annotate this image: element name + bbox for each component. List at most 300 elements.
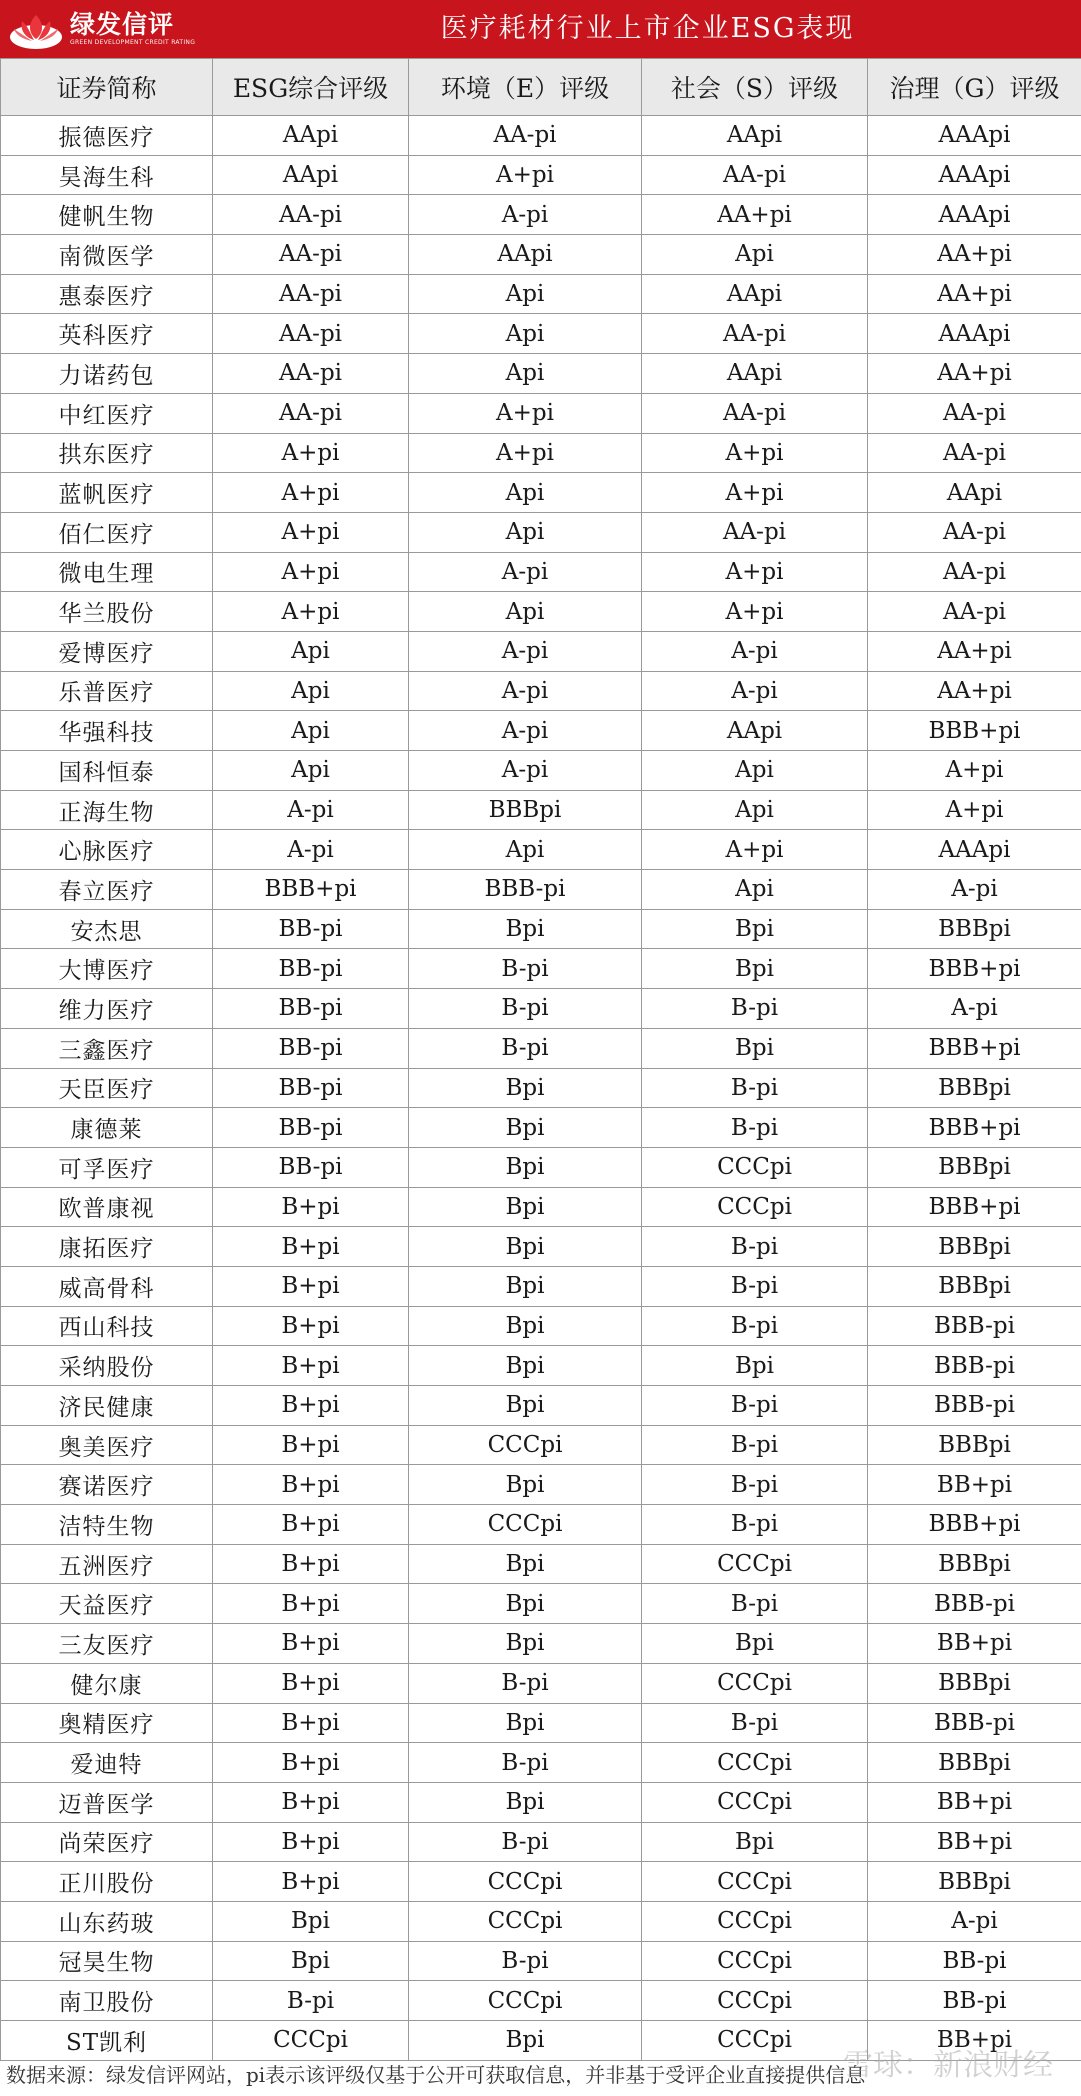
s-rating-cell: Api: [642, 751, 868, 791]
table-row: [1, 1901, 1081, 1941]
table-row: [1, 909, 1081, 949]
esg-rating-cell: Api: [213, 631, 409, 671]
security-name-cell: 山东药玻: [1, 1901, 213, 1941]
column-esg-rating: ESG综合评级: [213, 59, 409, 116]
s-rating-cell: B-pi: [642, 1584, 868, 1624]
table-row: [1, 1147, 1081, 1187]
esg-rating-cell: BBB+pi: [213, 870, 409, 910]
e-rating-cell: Api: [409, 592, 642, 632]
security-name-cell: 国科恒泰: [1, 751, 213, 791]
table-row: [1, 274, 1081, 314]
g-rating-cell: AA-pi: [868, 433, 1081, 473]
s-rating-cell: Bpi: [642, 909, 868, 949]
s-rating-cell: AApi: [642, 116, 868, 156]
g-rating-cell: BBB+pi: [868, 1505, 1081, 1545]
g-rating-cell: BBB+pi: [868, 949, 1081, 989]
e-rating-cell: B-pi: [409, 1028, 642, 1068]
s-rating-cell: Bpi: [642, 1624, 868, 1664]
e-rating-cell: Api: [409, 274, 642, 314]
esg-rating-cell: Api: [213, 671, 409, 711]
esg-rating-cell: B+pi: [213, 1346, 409, 1386]
s-rating-cell: CCCpi: [642, 1981, 868, 2021]
security-name-cell: 力诺药包: [1, 354, 213, 394]
esg-rating-cell: B+pi: [213, 1425, 409, 1465]
s-rating-cell: B-pi: [642, 1306, 868, 1346]
table-row: [1, 1306, 1081, 1346]
g-rating-cell: AAApi: [868, 830, 1081, 870]
esg-rating-cell: B+pi: [213, 1743, 409, 1783]
table-row: [1, 1584, 1081, 1624]
table-row: [1, 1981, 1081, 2021]
table-row: [1, 1346, 1081, 1386]
s-rating-cell: Bpi: [642, 1028, 868, 1068]
g-rating-cell: A-pi: [868, 1901, 1081, 1941]
g-rating-cell: BBB+pi: [868, 1028, 1081, 1068]
security-name-cell: 华强科技: [1, 711, 213, 751]
e-rating-cell: B-pi: [409, 1822, 642, 1862]
table-row: [1, 1108, 1081, 1148]
security-name-cell: 威高骨科: [1, 1266, 213, 1306]
g-rating-cell: AA-pi: [868, 552, 1081, 592]
security-name-cell: 康拓医疗: [1, 1227, 213, 1267]
esg-rating-cell: AA-pi: [213, 354, 409, 394]
table-row: [1, 393, 1081, 433]
esg-rating-cell: B+pi: [213, 1624, 409, 1664]
security-name-cell: 冠昊生物: [1, 1941, 213, 1981]
s-rating-cell: B-pi: [642, 1703, 868, 1743]
table-row: [1, 1028, 1081, 1068]
g-rating-cell: A+pi: [868, 790, 1081, 830]
logo-name: 绿发信评: [70, 10, 175, 39]
table-row: [1, 1187, 1081, 1227]
table-row: [1, 751, 1081, 791]
security-name-cell: 英科医疗: [1, 314, 213, 354]
s-rating-cell: CCCpi: [642, 2021, 868, 2061]
e-rating-cell: Bpi: [409, 909, 642, 949]
g-rating-cell: AA-pi: [868, 592, 1081, 632]
esg-rating-cell: B+pi: [213, 1822, 409, 1862]
s-rating-cell: AA-pi: [642, 155, 868, 195]
column-e-rating: 环境（E）评级: [409, 59, 642, 116]
security-name-cell: 大博医疗: [1, 949, 213, 989]
g-rating-cell: BBB-pi: [868, 1346, 1081, 1386]
g-rating-cell: BBBpi: [868, 1227, 1081, 1267]
esg-rating-cell: B+pi: [213, 1306, 409, 1346]
g-rating-cell: BBBpi: [868, 1544, 1081, 1584]
esg-rating-cell: B+pi: [213, 1584, 409, 1624]
table-row: [1, 1862, 1081, 1902]
esg-rating-cell: AA-pi: [213, 274, 409, 314]
e-rating-cell: Bpi: [409, 1703, 642, 1743]
s-rating-cell: A-pi: [642, 671, 868, 711]
e-rating-cell: Bpi: [409, 1386, 642, 1426]
security-name-cell: 惠泰医疗: [1, 274, 213, 314]
s-rating-cell: CCCpi: [642, 1901, 868, 1941]
e-rating-cell: Bpi: [409, 1227, 642, 1267]
table-row: [1, 1505, 1081, 1545]
e-rating-cell: CCCpi: [409, 1981, 642, 2021]
g-rating-cell: AA+pi: [868, 631, 1081, 671]
g-rating-cell: A-pi: [868, 989, 1081, 1029]
e-rating-cell: A+pi: [409, 155, 642, 195]
table-row: [1, 1544, 1081, 1584]
e-rating-cell: Bpi: [409, 1782, 642, 1822]
e-rating-cell: Bpi: [409, 1266, 642, 1306]
watermark: 雪球：新浪财经: [843, 2048, 1053, 2083]
g-rating-cell: AA-pi: [868, 393, 1081, 433]
e-rating-cell: Bpi: [409, 1465, 642, 1505]
table-row: [1, 1425, 1081, 1465]
g-rating-cell: BB-pi: [868, 1981, 1081, 2021]
g-rating-cell: AAApi: [868, 116, 1081, 156]
e-rating-cell: Api: [409, 830, 642, 870]
s-rating-cell: Api: [642, 870, 868, 910]
security-name-cell: 西山科技: [1, 1306, 213, 1346]
s-rating-cell: AApi: [642, 274, 868, 314]
security-name-cell: 南卫股份: [1, 1981, 213, 2021]
g-rating-cell: AAApi: [868, 155, 1081, 195]
s-rating-cell: A+pi: [642, 473, 868, 513]
e-rating-cell: B-pi: [409, 1663, 642, 1703]
e-rating-cell: B-pi: [409, 1743, 642, 1783]
g-rating-cell: BB+pi: [868, 1822, 1081, 1862]
security-name-cell: 正海生物: [1, 790, 213, 830]
e-rating-cell: Bpi: [409, 1584, 642, 1624]
e-rating-cell: Api: [409, 512, 642, 552]
esg-rating-cell: Bpi: [213, 1941, 409, 1981]
g-rating-cell: BBB-pi: [868, 1306, 1081, 1346]
security-name-cell: 洁特生物: [1, 1505, 213, 1545]
brand-logo: [8, 4, 214, 54]
e-rating-cell: AApi: [409, 235, 642, 275]
security-name-cell: 赛诺医疗: [1, 1465, 213, 1505]
s-rating-cell: B-pi: [642, 1227, 868, 1267]
g-rating-cell: BBBpi: [868, 1862, 1081, 1902]
s-rating-cell: CCCpi: [642, 1743, 868, 1783]
esg-rating-cell: Api: [213, 751, 409, 791]
esg-rating-cell: A+pi: [213, 433, 409, 473]
s-rating-cell: B-pi: [642, 1108, 868, 1148]
esg-rating-cell: Bpi: [213, 1901, 409, 1941]
s-rating-cell: Bpi: [642, 1822, 868, 1862]
table-row: [1, 1782, 1081, 1822]
security-name-cell: 中红医疗: [1, 393, 213, 433]
esg-rating-cell: B+pi: [213, 1386, 409, 1426]
table-row: [1, 552, 1081, 592]
s-rating-cell: Bpi: [642, 1346, 868, 1386]
esg-rating-cell: Api: [213, 711, 409, 751]
g-rating-cell: BBB-pi: [868, 1703, 1081, 1743]
table-row: [1, 1386, 1081, 1426]
e-rating-cell: A-pi: [409, 751, 642, 791]
g-rating-cell: BB+pi: [868, 1465, 1081, 1505]
g-rating-cell: BBBpi: [868, 1068, 1081, 1108]
g-rating-cell: AA+pi: [868, 235, 1081, 275]
s-rating-cell: CCCpi: [642, 1187, 868, 1227]
security-name-cell: 五洲医疗: [1, 1544, 213, 1584]
esg-rating-cell: B+pi: [213, 1703, 409, 1743]
e-rating-cell: A-pi: [409, 195, 642, 235]
table-row: [1, 711, 1081, 751]
security-name-cell: 春立医疗: [1, 870, 213, 910]
column-s-rating: 社会（S）评级: [642, 59, 868, 116]
esg-rating-cell: B+pi: [213, 1505, 409, 1545]
table-row: [1, 949, 1081, 989]
table-row: [1, 830, 1081, 870]
header-bar: [0, 0, 1081, 58]
security-name-cell: 南微医学: [1, 235, 213, 275]
esg-rating-cell: BB-pi: [213, 1068, 409, 1108]
esg-rating-cell: AA-pi: [213, 195, 409, 235]
g-rating-cell: BBBpi: [868, 1425, 1081, 1465]
security-name-cell: 奥精医疗: [1, 1703, 213, 1743]
s-rating-cell: B-pi: [642, 1465, 868, 1505]
s-rating-cell: CCCpi: [642, 1941, 868, 1981]
esg-rating-cell: B+pi: [213, 1544, 409, 1584]
security-name-cell: 心脉医疗: [1, 830, 213, 870]
table-body: [1, 116, 1081, 2061]
s-rating-cell: AApi: [642, 354, 868, 394]
g-rating-cell: AAApi: [868, 195, 1081, 235]
column-security-name: 证券简称: [1, 59, 213, 116]
security-name-cell: 佰仁医疗: [1, 512, 213, 552]
table-row: [1, 592, 1081, 632]
g-rating-cell: AA+pi: [868, 671, 1081, 711]
esg-rating-cell: B+pi: [213, 1187, 409, 1227]
table-row: [1, 1743, 1081, 1783]
g-rating-cell: BBBpi: [868, 909, 1081, 949]
logo-subtext: GREEN DEVELOPMENT CREDIT RATING: [70, 39, 196, 46]
esg-rating-cell: BB-pi: [213, 949, 409, 989]
esg-rating-cell: BB-pi: [213, 1147, 409, 1187]
esg-rating-cell: A+pi: [213, 592, 409, 632]
security-name-cell: 健帆生物: [1, 195, 213, 235]
table-row: [1, 195, 1081, 235]
security-name-cell: 拱东医疗: [1, 433, 213, 473]
s-rating-cell: A+pi: [642, 592, 868, 632]
table-row: [1, 155, 1081, 195]
g-rating-cell: BB+pi: [868, 2021, 1081, 2061]
e-rating-cell: Bpi: [409, 1346, 642, 1386]
security-name-cell: 天臣医疗: [1, 1068, 213, 1108]
s-rating-cell: AA-pi: [642, 393, 868, 433]
table-row: [1, 1663, 1081, 1703]
e-rating-cell: B-pi: [409, 989, 642, 1029]
security-name-cell: 天益医疗: [1, 1584, 213, 1624]
security-name-cell: 昊海生科: [1, 155, 213, 195]
table-row: [1, 433, 1081, 473]
esg-rating-cell: A-pi: [213, 790, 409, 830]
security-name-cell: 维力医疗: [1, 989, 213, 1029]
s-rating-cell: B-pi: [642, 1068, 868, 1108]
security-name-cell: 欧普康视: [1, 1187, 213, 1227]
security-name-cell: 迈普医学: [1, 1782, 213, 1822]
table-row: [1, 314, 1081, 354]
e-rating-cell: Bpi: [409, 1068, 642, 1108]
e-rating-cell: CCCpi: [409, 1901, 642, 1941]
e-rating-cell: Bpi: [409, 1306, 642, 1346]
s-rating-cell: A+pi: [642, 830, 868, 870]
g-rating-cell: AApi: [868, 473, 1081, 513]
s-rating-cell: CCCpi: [642, 1544, 868, 1584]
s-rating-cell: AA+pi: [642, 195, 868, 235]
s-rating-cell: B-pi: [642, 1266, 868, 1306]
security-name-cell: 可孚医疗: [1, 1147, 213, 1187]
g-rating-cell: AA+pi: [868, 354, 1081, 394]
g-rating-cell: BB+pi: [868, 1624, 1081, 1664]
esg-rating-cell: BB-pi: [213, 1028, 409, 1068]
security-name-cell: 采纳股份: [1, 1346, 213, 1386]
s-rating-cell: AA-pi: [642, 314, 868, 354]
g-rating-cell: BBBpi: [868, 1147, 1081, 1187]
esg-rating-cell: A+pi: [213, 512, 409, 552]
g-rating-cell: BBB-pi: [868, 1386, 1081, 1426]
table-row: [1, 354, 1081, 394]
table-row: [1, 1822, 1081, 1862]
esg-rating-cell: AA-pi: [213, 314, 409, 354]
e-rating-cell: A-pi: [409, 552, 642, 592]
esg-rating-table: [0, 58, 1081, 2061]
s-rating-cell: B-pi: [642, 1505, 868, 1545]
table-row: [1, 631, 1081, 671]
e-rating-cell: A+pi: [409, 393, 642, 433]
s-rating-cell: A+pi: [642, 552, 868, 592]
s-rating-cell: CCCpi: [642, 1782, 868, 1822]
lotus-logo-icon: [8, 7, 64, 51]
table-header-row: [1, 59, 1081, 116]
security-name-cell: 爱博医疗: [1, 631, 213, 671]
esg-rating-cell: AApi: [213, 155, 409, 195]
s-rating-cell: Api: [642, 790, 868, 830]
security-name-cell: 乐普医疗: [1, 671, 213, 711]
e-rating-cell: Api: [409, 354, 642, 394]
e-rating-cell: Bpi: [409, 1108, 642, 1148]
security-name-cell: 爱迪特: [1, 1743, 213, 1783]
esg-rating-cell: B+pi: [213, 1862, 409, 1902]
g-rating-cell: BBBpi: [868, 1743, 1081, 1783]
table-row: [1, 1624, 1081, 1664]
table-row: [1, 870, 1081, 910]
e-rating-cell: Bpi: [409, 1544, 642, 1584]
e-rating-cell: Bpi: [409, 1624, 642, 1664]
esg-rating-cell: CCCpi: [213, 2021, 409, 2061]
security-name-cell: 微电生理: [1, 552, 213, 592]
esg-rating-cell: B+pi: [213, 1782, 409, 1822]
esg-rating-cell: AA-pi: [213, 235, 409, 275]
table-row: [1, 790, 1081, 830]
s-rating-cell: A-pi: [642, 631, 868, 671]
table-row: [1, 989, 1081, 1029]
e-rating-cell: Bpi: [409, 1147, 642, 1187]
table-row: [1, 671, 1081, 711]
table-row: [1, 512, 1081, 552]
security-name-cell: 康德莱: [1, 1108, 213, 1148]
security-name-cell: ST凯利: [1, 2021, 213, 2061]
table-row: [1, 1465, 1081, 1505]
s-rating-cell: Api: [642, 235, 868, 275]
e-rating-cell: B-pi: [409, 949, 642, 989]
page-title: 医疗耗材行业上市企业ESG表现: [440, 13, 855, 44]
security-name-cell: 华兰股份: [1, 592, 213, 632]
s-rating-cell: A+pi: [642, 433, 868, 473]
e-rating-cell: CCCpi: [409, 1505, 642, 1545]
e-rating-cell: A-pi: [409, 711, 642, 751]
e-rating-cell: CCCpi: [409, 1862, 642, 1902]
s-rating-cell: AApi: [642, 711, 868, 751]
g-rating-cell: BBB+pi: [868, 1108, 1081, 1148]
security-name-cell: 安杰思: [1, 909, 213, 949]
table-row: [1, 1941, 1081, 1981]
security-name-cell: 振德医疗: [1, 116, 213, 156]
security-name-cell: 三鑫医疗: [1, 1028, 213, 1068]
security-name-cell: 奥美医疗: [1, 1425, 213, 1465]
esg-rating-cell: BB-pi: [213, 1108, 409, 1148]
esg-rating-cell: B+pi: [213, 1663, 409, 1703]
source-note: 数据来源：绿发信评网站，pi表示该评级仅基于公开可获取信息，并非基于受评企业直接提供信息: [6, 2063, 866, 2087]
s-rating-cell: AA-pi: [642, 512, 868, 552]
g-rating-cell: BB+pi: [868, 1782, 1081, 1822]
esg-rating-cell: B+pi: [213, 1227, 409, 1267]
g-rating-cell: BBB-pi: [868, 1584, 1081, 1624]
g-rating-cell: BB-pi: [868, 1941, 1081, 1981]
e-rating-cell: A-pi: [409, 671, 642, 711]
esg-rating-cell: AA-pi: [213, 393, 409, 433]
s-rating-cell: CCCpi: [642, 1147, 868, 1187]
esg-rating-cell: A+pi: [213, 473, 409, 513]
e-rating-cell: Bpi: [409, 2021, 642, 2061]
s-rating-cell: CCCpi: [642, 1663, 868, 1703]
g-rating-cell: A+pi: [868, 751, 1081, 791]
esg-rating-cell: A-pi: [213, 830, 409, 870]
e-rating-cell: A+pi: [409, 433, 642, 473]
g-rating-cell: AA-pi: [868, 512, 1081, 552]
e-rating-cell: BBB-pi: [409, 870, 642, 910]
table-row: [1, 1227, 1081, 1267]
table-row: [1, 473, 1081, 513]
g-rating-cell: BBBpi: [868, 1266, 1081, 1306]
table-row: [1, 116, 1081, 156]
s-rating-cell: B-pi: [642, 989, 868, 1029]
g-rating-cell: A-pi: [868, 870, 1081, 910]
s-rating-cell: Bpi: [642, 949, 868, 989]
g-rating-cell: AAApi: [868, 314, 1081, 354]
esg-rating-cell: BB-pi: [213, 989, 409, 1029]
e-rating-cell: BBBpi: [409, 790, 642, 830]
e-rating-cell: Bpi: [409, 1187, 642, 1227]
esg-rating-cell: A+pi: [213, 552, 409, 592]
s-rating-cell: CCCpi: [642, 1862, 868, 1902]
security-name-cell: 正川股份: [1, 1862, 213, 1902]
table-row: [1, 1068, 1081, 1108]
e-rating-cell: CCCpi: [409, 1425, 642, 1465]
esg-rating-cell: B-pi: [213, 1981, 409, 2021]
table-row: [1, 1703, 1081, 1743]
security-name-cell: 健尔康: [1, 1663, 213, 1703]
e-rating-cell: Api: [409, 314, 642, 354]
e-rating-cell: A-pi: [409, 631, 642, 671]
s-rating-cell: B-pi: [642, 1386, 868, 1426]
security-name-cell: 济民健康: [1, 1386, 213, 1426]
g-rating-cell: BBB+pi: [868, 1187, 1081, 1227]
esg-rating-cell: B+pi: [213, 1465, 409, 1505]
esg-rating-cell: AApi: [213, 116, 409, 156]
esg-rating-cell: B+pi: [213, 1266, 409, 1306]
table-row: [1, 1266, 1081, 1306]
s-rating-cell: B-pi: [642, 1425, 868, 1465]
security-name-cell: 蓝帆医疗: [1, 473, 213, 513]
column-g-rating: 治理（G）评级: [868, 59, 1081, 116]
e-rating-cell: B-pi: [409, 1941, 642, 1981]
